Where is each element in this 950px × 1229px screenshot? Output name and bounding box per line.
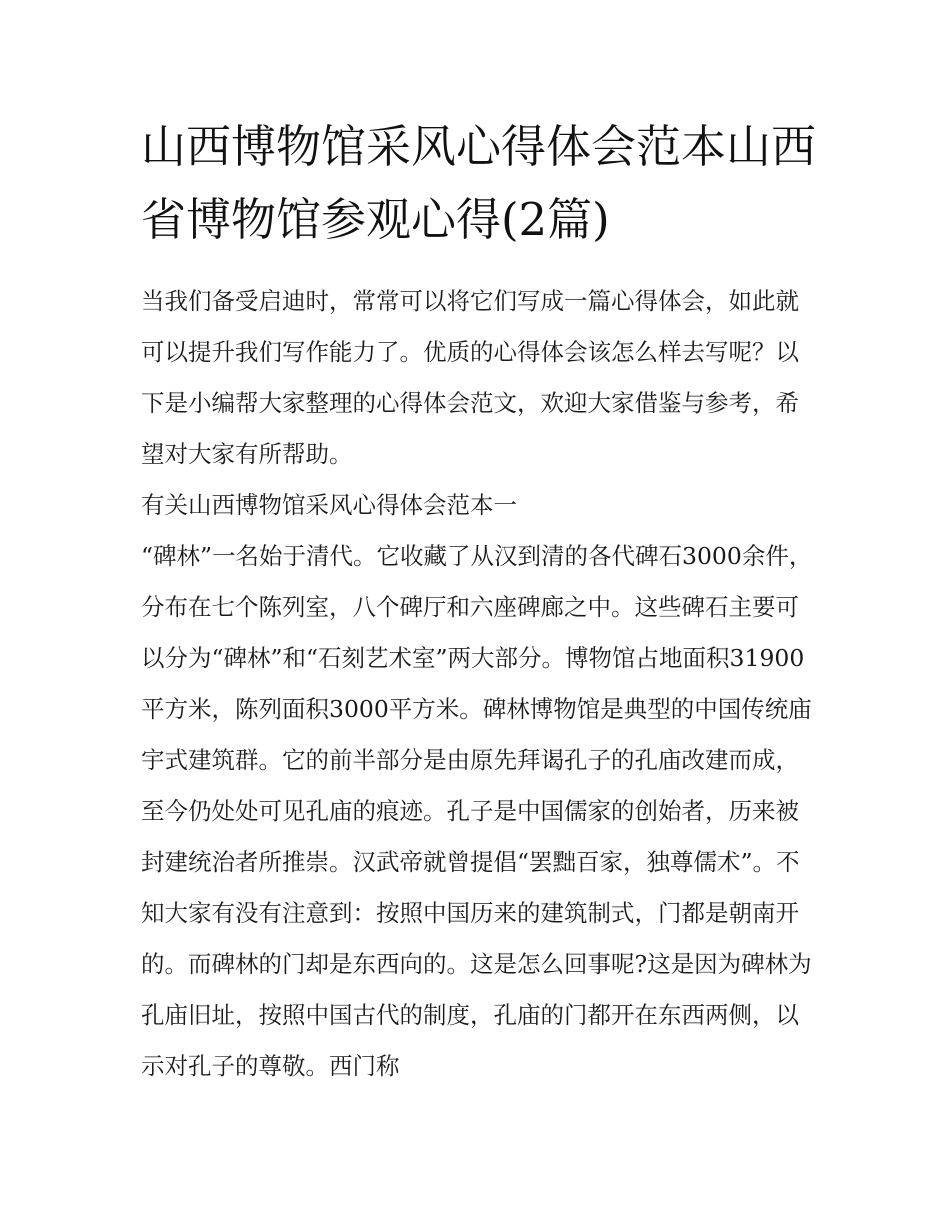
document-body xyxy=(141,276,813,1092)
intro-paragraph: 当我们备受启迪时，常常可以将它们写成一篇心得体会，如此就可以提升我们写作能力了。优质的心得体会该怎么样去写呢？以下是小编帮大家整理的心得体会范文，欢迎大家借鉴与参考，希望对大家有所帮助。 xyxy=(141,287,799,468)
section-heading: 有关山西博物馆采风心得体会范本一 xyxy=(141,491,517,519)
body-paragraph: “碑林”一名始于清代。它收藏了从汉到清的各代碑石3000余件，分布在七个陈列室，八个碑厅和六座碑廊之中。这些碑石主要可以分为“碑林”和“石刻艺术室”两大部分。博物馆占地面积31900平方米，陈列面积3000平方米。碑林博物馆是典型的中国传统庙宇式建筑群。它的前半部分是由原先拜谒孔子的孔庙改建而成，至今仍处处可见孔庙的痕迹。孔子是中国儒家的创始者，历来被封建统治者所推崇。汉武帝就曾提倡“罢黜百家，独尊儒术”。不知大家有没有注意到：按照中国历来的建筑制式，门都是朝南开的。而碑林的门却是东西向的。这是怎么回事呢?这是因为碑林为孔庙旧址，按照中国古代的制度，孔庙的门都开在东西两侧，以示对孔子的尊敬。西门称 xyxy=(141,542,813,1080)
document-title: 山西博物馆采风心得体会范本山西省博物馆参观心得(2篇) xyxy=(141,120,817,246)
